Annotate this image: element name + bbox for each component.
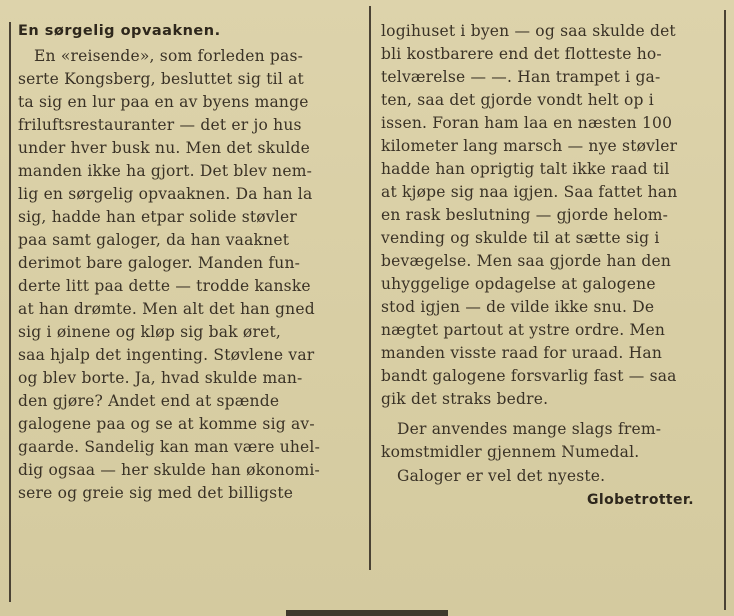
text-line: kilometer lang marsch — nye støvler	[381, 137, 678, 155]
text-line: vending og skulde til at sætte sig i	[381, 229, 660, 247]
text-line: saa hjalp det ingenting. Støvlene var	[18, 346, 315, 364]
text-line: Galoger er vel det nyeste.	[397, 467, 606, 485]
text-line: stod igjen — de vilde ikke snu. De	[381, 298, 655, 316]
text-line: under hver busk nu. Men det skulde	[18, 139, 311, 157]
text-line: Der anvendes mange slags frem-	[397, 420, 662, 438]
text-line: lig en sørgelig opvaaknen. Da han la	[18, 185, 313, 203]
text-line: gaarde. Sandelig kan man være uhel-	[18, 438, 321, 456]
text-line: serte Kongsberg, besluttet sig til at	[18, 70, 304, 88]
text-line: En «reisende», som forleden pas-	[34, 47, 304, 65]
text-line: og blev borte. Ja, hvad skulde man-	[18, 369, 303, 387]
text-line: telværelse — —. Han trampet i ga-	[381, 68, 661, 86]
text-line: bevægelse. Men saa gjorde han den	[381, 252, 672, 270]
text-line: bandt galogene forsvarlig fast — saa	[381, 367, 677, 385]
text-line: sere og greie sig med det billigste	[18, 484, 294, 502]
text-line: bli kostbarere end det flotteste ho-	[381, 45, 662, 63]
text-line: issen. Foran ham laa en næsten 100	[381, 114, 673, 132]
text-line: sig, hadde han etpar solide støvler	[18, 208, 297, 226]
text-line: logihuset i byen — og saa skulde det	[381, 22, 676, 40]
text-line: den gjøre? Andet end at spænde	[18, 392, 280, 410]
article-signature: Globetrotter.	[587, 492, 694, 508]
text-line: dig ogsaa — her skulde han økonomi-	[18, 461, 320, 479]
text-line: sig i øinene og kløp sig bak øret,	[18, 323, 281, 341]
bottom-rule	[286, 610, 448, 616]
text-line: friluftsrestauranter — det er jo hus	[18, 116, 302, 134]
article-headline: En sørgelig opvaaknen.	[18, 23, 221, 39]
text-line: hadde han oprigtig talt ikke raad til	[381, 160, 670, 178]
text-line: uhyggelige opdagelse at galogene	[381, 275, 656, 293]
text-line: derimot bare galoger. Manden fun-	[18, 254, 301, 272]
text-line: at kjøpe sig naa igjen. Saa fattet han	[381, 183, 678, 201]
text-line: gik det straks bedre.	[381, 390, 549, 408]
text-line: at han drømte. Men alt det han gned	[18, 300, 315, 318]
text-line: nægtet partout at ystre ordre. Men	[381, 321, 666, 339]
column-divider-rule	[369, 6, 371, 570]
text-line: ta sig en lur paa en av byens mange	[18, 93, 309, 111]
text-line: manden ikke ha gjort. Det blev nem-	[18, 162, 313, 180]
text-line: paa samt galoger, da han vaaknet	[18, 231, 290, 249]
text-line: manden visste raad for uraad. Han	[381, 344, 663, 362]
text-line: derte litt paa dette — trodde kanske	[18, 277, 311, 295]
text-line: ten, saa det gjorde vondt helt op i	[381, 91, 654, 109]
text-line: en rask beslutning — gjorde helom-	[381, 206, 669, 224]
text-line: galogene paa og se at komme sig av-	[18, 415, 315, 433]
right-border-rule	[724, 10, 726, 610]
text-line: komstmidler gjennem Numedal.	[381, 443, 640, 461]
left-border-rule	[9, 22, 11, 602]
